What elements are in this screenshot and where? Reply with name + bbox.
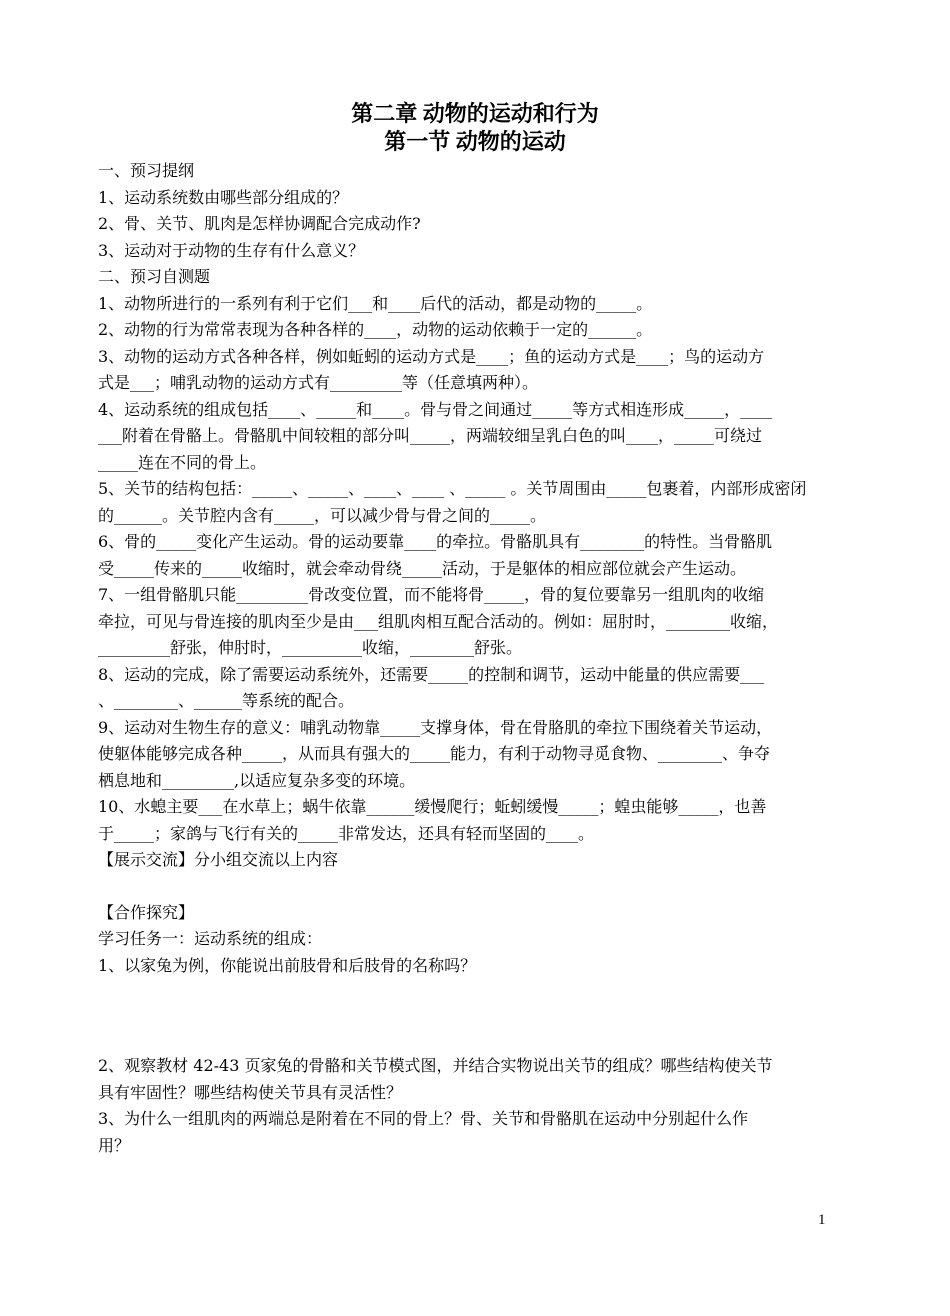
blank-space [98,874,832,900]
test-question-5-line-2: 的______。关节腔内含有_____，可以减少骨与骨之间的_____。 [98,505,547,525]
chapter-title: 第二章 动物的运动和行为 [351,101,599,126]
test-question-10-line-1: 10、水螅主要___在水草上；蜗牛依靠______缓慢爬行；蚯蚓缓慢_____；蝗虫能够_____，也善 [98,797,767,816]
inquiry-question-3-line-1: 3、为什么一组肌肉的两端总是附着在不同的骨上？骨、关节和骨骼肌在运动中分别起什么作 [98,1109,749,1128]
test-question-10-line-2: 于_____；家鸽与飞行有关的_____非常发达，还具有轻而坚固的____。 [98,823,595,843]
inquiry-question-2-line-1: 2、观察教材 42-43 页家兔的骨骼和关节模式图，并结合实物说出关节的组成？哪些结构使关节 [98,1056,773,1075]
test-question-1: 1、动物所进行的一系列有利于它们___和____后代的活动，都是动物的_____。 [98,293,653,313]
inquiry-question-2-line-2: 具有牢固性？哪些结构使关节具有灵活性？ [98,1082,403,1102]
test-question-7-line-2: 牵拉，可见与骨连接的肌肉至少是由___组肌肉相互配合活动的。例如：屈肘时，________收缩， [98,611,779,631]
test-question-5-line-1: 5、关节的结构包括：_____、_____、____、____ 、_____ 。关节周围由_____包裹着，内部形成密闭 [98,479,807,498]
document-body [98,158,832,1159]
inquiry-question-1: 1、以家兔为例，你能说出前肢骨和后肢骨的名称吗？ [98,955,477,975]
test-question-6-line-2: 受_____传来的_____收缩时，就会牵动骨绕_____活动，于是躯体的相应部位就会产生运动。 [98,558,747,578]
page-number: 1 [818,1212,826,1228]
heading-self-test: 二、预习自测题 [98,267,211,286]
answer-space [98,979,832,1053]
outline-question-1: 1、运动系统数由哪些部分组成的？ [98,187,349,207]
heading-preview-outline: 一、预习提纲 [98,161,195,180]
test-question-2: 2、动物的行为常常表现为各种各样的____，动物的运动依赖于一定的______。 [98,320,653,339]
test-question-4-line-3: _____连在不同的骨上。 [98,452,267,472]
heading-show-exchange: 【展示交流】分小组交流以上内容 [98,850,339,869]
title-block [0,100,950,156]
test-question-4-line-1: 4、运动系统的组成包括____、_____和____。骨与骨之间通过_____等方式相连形成_____，____ [98,399,773,419]
test-question-6-line-1: 6、骨的_____变化产生运动。骨的运动要靠____的牵拉。骨骼肌具有________的特性。当骨骼肌 [98,532,773,551]
test-question-9-line-1: 9、运动对生物生存的意义：哺乳动物靠_____支撑身体，骨在骨胳肌的牵拉下围绕着关节运动， [98,717,773,737]
test-question-3-line-2: 式是___；哺乳动物的运动方式有_________等（任意填两种）。 [98,373,539,392]
learning-task-1: 学习任务一：运动系统的组成： [98,929,323,948]
outline-question-2: 2、骨、关节、肌肉是怎样协调配合完成动作? [98,214,421,233]
outline-question-3: 3、运动对于动物的生存有什么意义？ [98,240,365,260]
heading-cooperative-inquiry: 【合作探究】 [98,902,195,922]
test-question-4-line-2: ___附着在骨骼上。骨骼肌中间较粗的部分叫_____，两端较细呈乳白色的叫____，_____可绕过 [98,426,763,445]
inquiry-question-3-line-2: 用？ [98,1135,131,1155]
test-question-8-line-1: 8、运动的完成，除了需要运动系统外，还需要_____的控制和调节，运动中能量的供应需要___ [98,664,765,684]
test-question-8-line-2: 、________、______等系统的配合。 [98,691,355,710]
section-title: 第一节 动物的运动 [384,129,566,154]
test-question-9-line-2: 使躯体能够完成各种_____，从而具有强大的_____能力，有利于动物寻觅食物、________、争夺 [98,744,771,763]
test-question-9-line-3: 栖息地和_________,以适应复杂多变的环境。 [98,770,416,790]
test-question-3-line-1: 3、动物的运动方式各种各样，例如蚯蚓的运动方式是____；鱼的运动方式是____；鸟的运动方 [98,346,765,366]
test-question-7-line-3: _________舒张，伸肘时，__________收缩，________舒张。 [98,638,523,657]
test-question-7-line-1: 7、一组骨骼肌只能_________骨改变位置，而不能将骨_____，骨的复位要靠另一组肌肉的收缩 [98,585,765,604]
